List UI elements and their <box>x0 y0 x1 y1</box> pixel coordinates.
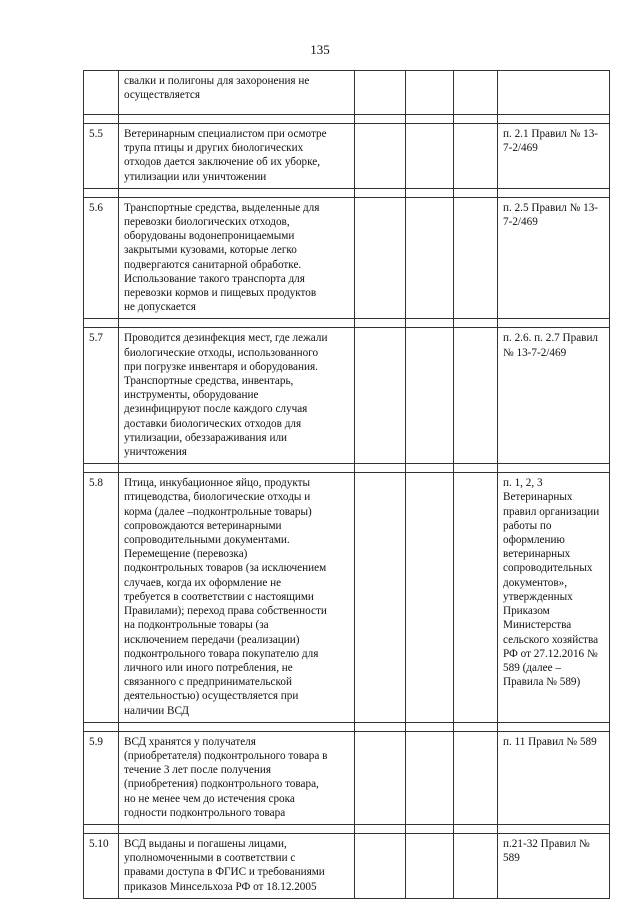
cell-no <box>406 833 454 898</box>
table-row <box>84 731 610 824</box>
cell-num: 5.10 <box>84 833 119 898</box>
cell-na <box>454 197 498 319</box>
table-row <box>84 473 610 722</box>
cell-num: 5.7 <box>84 328 119 464</box>
cell-num: 5.9 <box>84 731 119 824</box>
cell-requirement: ВСД выданы и погашены лицами, уполномоченными в соответствии с правами доступа в ФГИС и требованиями приказов Минсельхоза РФ от 18.12.2005 <box>119 833 355 898</box>
cell-yes <box>355 328 406 464</box>
cell-no <box>406 197 454 319</box>
cell-no <box>406 124 454 189</box>
cell-num: 5.5 <box>84 124 119 189</box>
cell-requirement: ВСД хранятся у получателя (приобретателя) подконтрольного товара в течение 3 лет после получения (приобретения) подконтрольного товара, но не менее чем до истечения срока годности подконтрольного товара <box>119 731 355 824</box>
cell-no <box>406 473 454 722</box>
cell-reference: п.21-32 Правил № 589 <box>498 833 610 898</box>
table-row <box>84 197 610 319</box>
row-gap <box>84 188 610 197</box>
cell-requirement: Ветеринарным специалистом при осмотре трупа птицы и других биологических отходов дается заключение об их уборке, утилизации или уничтожении <box>119 124 355 189</box>
checklist-table <box>83 70 610 899</box>
cell-na <box>454 473 498 722</box>
cell-yes <box>355 473 406 722</box>
cell-reference: п. 1, 2, 3 Ветеринарных правил организации работы по оформлению ветеринарных сопроводительных документов», утвержденных Приказом Министерства сельского хозяйства РФ от 27.12.2016 № 589 (далее – Правила № 589) <box>498 473 610 722</box>
cell-reference: п. 11 Правил № 589 <box>498 731 610 824</box>
cell-yes <box>355 731 406 824</box>
row-gap <box>84 464 610 473</box>
row-gap <box>84 319 610 328</box>
row-gap <box>84 722 610 731</box>
cell-no <box>406 71 454 115</box>
cell-num <box>84 71 119 115</box>
table-row <box>84 833 610 898</box>
cell-yes <box>355 833 406 898</box>
cell-requirement: Птица, инкубационное яйцо, продукты птицеводства, биологические отходы и корма (далее –подконтрольные товары) сопровождаются ветеринарными сопроводительными документами. Перемещение (перевозка) подконтрольных товаров (за исключением случаев, когда их оформление не требуется в соответствии с настоящими Правилами); переход права собственности на подконтрольные товары (за исключением передачи (реализации) подконтрольного товара покупателю для личного или иного потребления, не связанного с предпринимательской деятельностью) осуществляется при наличии ВСД <box>119 473 355 722</box>
table-row <box>84 328 610 464</box>
cell-yes <box>355 71 406 115</box>
row-gap <box>84 824 610 833</box>
cell-num: 5.6 <box>84 197 119 319</box>
cell-na <box>454 124 498 189</box>
cell-reference: п. 2.1 Правил № 13- 7-2/469 <box>498 124 610 189</box>
cell-requirement: свалки и полигоны для захоронения не осуществляется <box>119 71 355 115</box>
cell-reference: п. 2.6. п. 2.7 Правил № 13-7-2/469 <box>498 328 610 464</box>
table-row <box>84 124 610 189</box>
cell-na <box>454 71 498 115</box>
cell-num: 5.8 <box>84 473 119 722</box>
cell-na <box>454 833 498 898</box>
cell-yes <box>355 124 406 189</box>
cell-no <box>406 731 454 824</box>
page-number: 135 <box>310 42 330 57</box>
cell-na <box>454 731 498 824</box>
cell-na <box>454 328 498 464</box>
cell-yes <box>355 197 406 319</box>
cell-reference <box>498 71 610 115</box>
row-gap <box>84 115 610 124</box>
cell-no <box>406 328 454 464</box>
table-row-continuation <box>84 71 610 115</box>
cell-reference: п. 2.5 Правил № 13- 7-2/469 <box>498 197 610 319</box>
cell-requirement: Проводится дезинфекция мест, где лежали биологические отходы, использованного при погрузке инвентаря и оборудования. Транспортные средства, инвентарь, инструменты, оборудование дезинфицируют после каждого случая доставки биологических отходов для утилизации, обеззараживания или уничтожения <box>119 328 355 464</box>
cell-requirement: Транспортные средства, выделенные для перевозки биологических отходов, оборудованы водонепроницаемыми закрытыми кузовами, которые легко подвергаются санитарной обработке. Использование такого транспорта для перевозки кормов и пищевых продуктов не допускается <box>119 197 355 319</box>
